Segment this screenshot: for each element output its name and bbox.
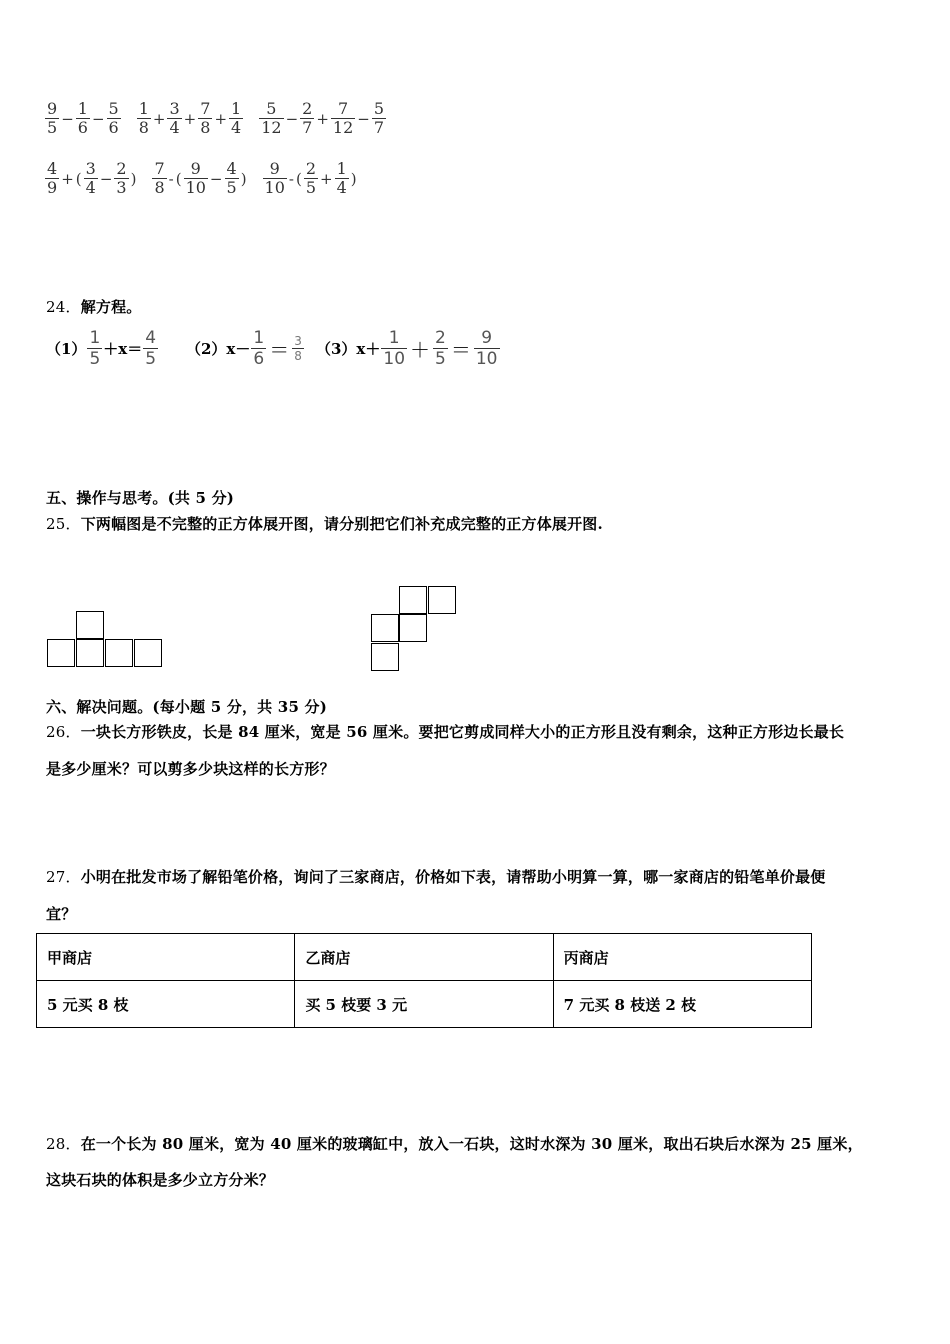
- section-6-title: 六、解决问题。(每小题 5 分，共 35 分): [46, 698, 327, 716]
- fraction: $\frac{5}{6}$: [108, 99, 119, 137]
- table-cell: 买 5 枝要 3 元: [295, 981, 553, 1028]
- table-header-cell: 甲商店: [37, 934, 295, 981]
- fraction: $\frac{4}{9}$: [47, 159, 58, 197]
- fraction: $\frac{1}{4}$: [231, 99, 242, 137]
- calc-row-2: $\frac{4}{9}$ + ( $\frac{3}{4}$ − $\frac{2}{3}$ ) $\frac{7}{8}$ - ( $\frac{9}{10}$ − $\frac{4}{5}$ ) $\frac{9}{10}$ - ( $\frac{2}{5}$ + $\frac{1}{4}$ ): [47, 159, 357, 197]
- fraction: $\frac{7}{8}$: [154, 159, 165, 197]
- fraction: $\frac{4}{5}$: [226, 159, 237, 197]
- net1-square: [105, 639, 133, 667]
- net1-square: [76, 639, 104, 667]
- q27-line-2: 宜？: [46, 905, 77, 923]
- fraction: $\frac{9}{5}$: [47, 99, 58, 137]
- fraction: $\frac{3}{4}$: [169, 99, 180, 137]
- q26-line-1: 26．一块长方形铁皮，长是 84 厘米，宽是 56 厘米。要把它剪成同样大小的正方形且没有剩余，这种正方形边长最长: [46, 723, 845, 741]
- net1-square: [134, 639, 162, 667]
- net1-square: [47, 639, 75, 667]
- table-header-cell: 丙商店: [553, 934, 811, 981]
- fraction: $\frac{5}{7}$: [373, 99, 385, 137]
- table-cell: 5 元买 8 枝: [37, 981, 295, 1028]
- table-header-cell: 乙商店: [295, 934, 553, 981]
- fraction: $\frac{7}{12}$: [332, 99, 354, 137]
- net2-square: [399, 614, 427, 642]
- q25-text: 25．下两幅图是不完整的正方体展开图，请分别把它们补充成完整的正方体展开图.: [46, 515, 603, 533]
- fraction: $\frac{5}{12}$: [261, 99, 282, 137]
- net2-square: [371, 643, 399, 671]
- fraction: $\frac{1}{8}$: [138, 99, 149, 137]
- section-5-title: 五、操作与思考。(共 5 分): [46, 489, 235, 507]
- q24-heading: 24．解方程。: [46, 298, 142, 316]
- net2-square: [399, 586, 427, 614]
- fraction: $\frac{7}{8}$: [200, 99, 211, 137]
- q24-equation-1: （1） $\frac{1}{5}$ ＋x＝ $\frac{4}{5}$: [46, 328, 157, 369]
- table-cell: 7 元买 8 枝送 2 枝: [553, 981, 811, 1028]
- q26-line-2: 是多少厘米？可以剪多少块这样的长方形？: [46, 760, 335, 778]
- fraction: $\frac{1}{4}$: [336, 159, 347, 197]
- q28-line-1: 28．在一个长为 80 厘米，宽为 40 厘米的玻璃缸中，放入一石块，这时水深为 30 厘米，取出石块后水深为 25 厘米，: [46, 1135, 863, 1153]
- q24-equation-3: （3）x＋ $\frac{1}{10}$ ＋ $\frac{2}{5}$ ＝ $\frac{9}{10}$: [316, 328, 498, 369]
- table-row: [37, 934, 812, 981]
- fraction: $\frac{2}{7}$: [302, 99, 313, 137]
- net1-square: [76, 611, 104, 639]
- fraction: $\frac{3}{4}$: [85, 159, 96, 197]
- q24-equation-2: （2）x－ $\frac{1}{6}$ ＝ $\frac{3}{8}$: [186, 328, 302, 369]
- fraction: $\frac{2}{5}$: [305, 159, 317, 197]
- fraction: $\frac{1}{6}$: [77, 99, 88, 137]
- table-row: [37, 981, 812, 1028]
- fraction: $\frac{9}{10}$: [185, 159, 206, 197]
- q27-line-1: 27．小明在批发市场了解铅笔价格，询问了三家商店，价格如下表，请帮助小明算一算，哪一家商店的铅笔单价最便: [46, 868, 826, 886]
- net2-square: [371, 614, 399, 642]
- q28-line-2: 这块石块的体积是多少立方分米？: [46, 1171, 275, 1189]
- price-table: [36, 933, 812, 1028]
- calc-row-1: $\frac{9}{5}$ − $\frac{1}{6}$ − $\frac{5}{6}$ $\frac{1}{8}$ + $\frac{3}{4}$ + $\frac{7}{8}$ + $\frac{1}{4}$ $\frac{5}{12}$ − $\frac{2}{7}$ + $\frac{7}{12}$ − $\frac{5}{7}$: [47, 99, 385, 137]
- fraction: $\frac{2}{3}$: [116, 159, 127, 197]
- net2-square: [428, 586, 456, 614]
- fraction: $\frac{9}{10}$: [264, 159, 285, 197]
